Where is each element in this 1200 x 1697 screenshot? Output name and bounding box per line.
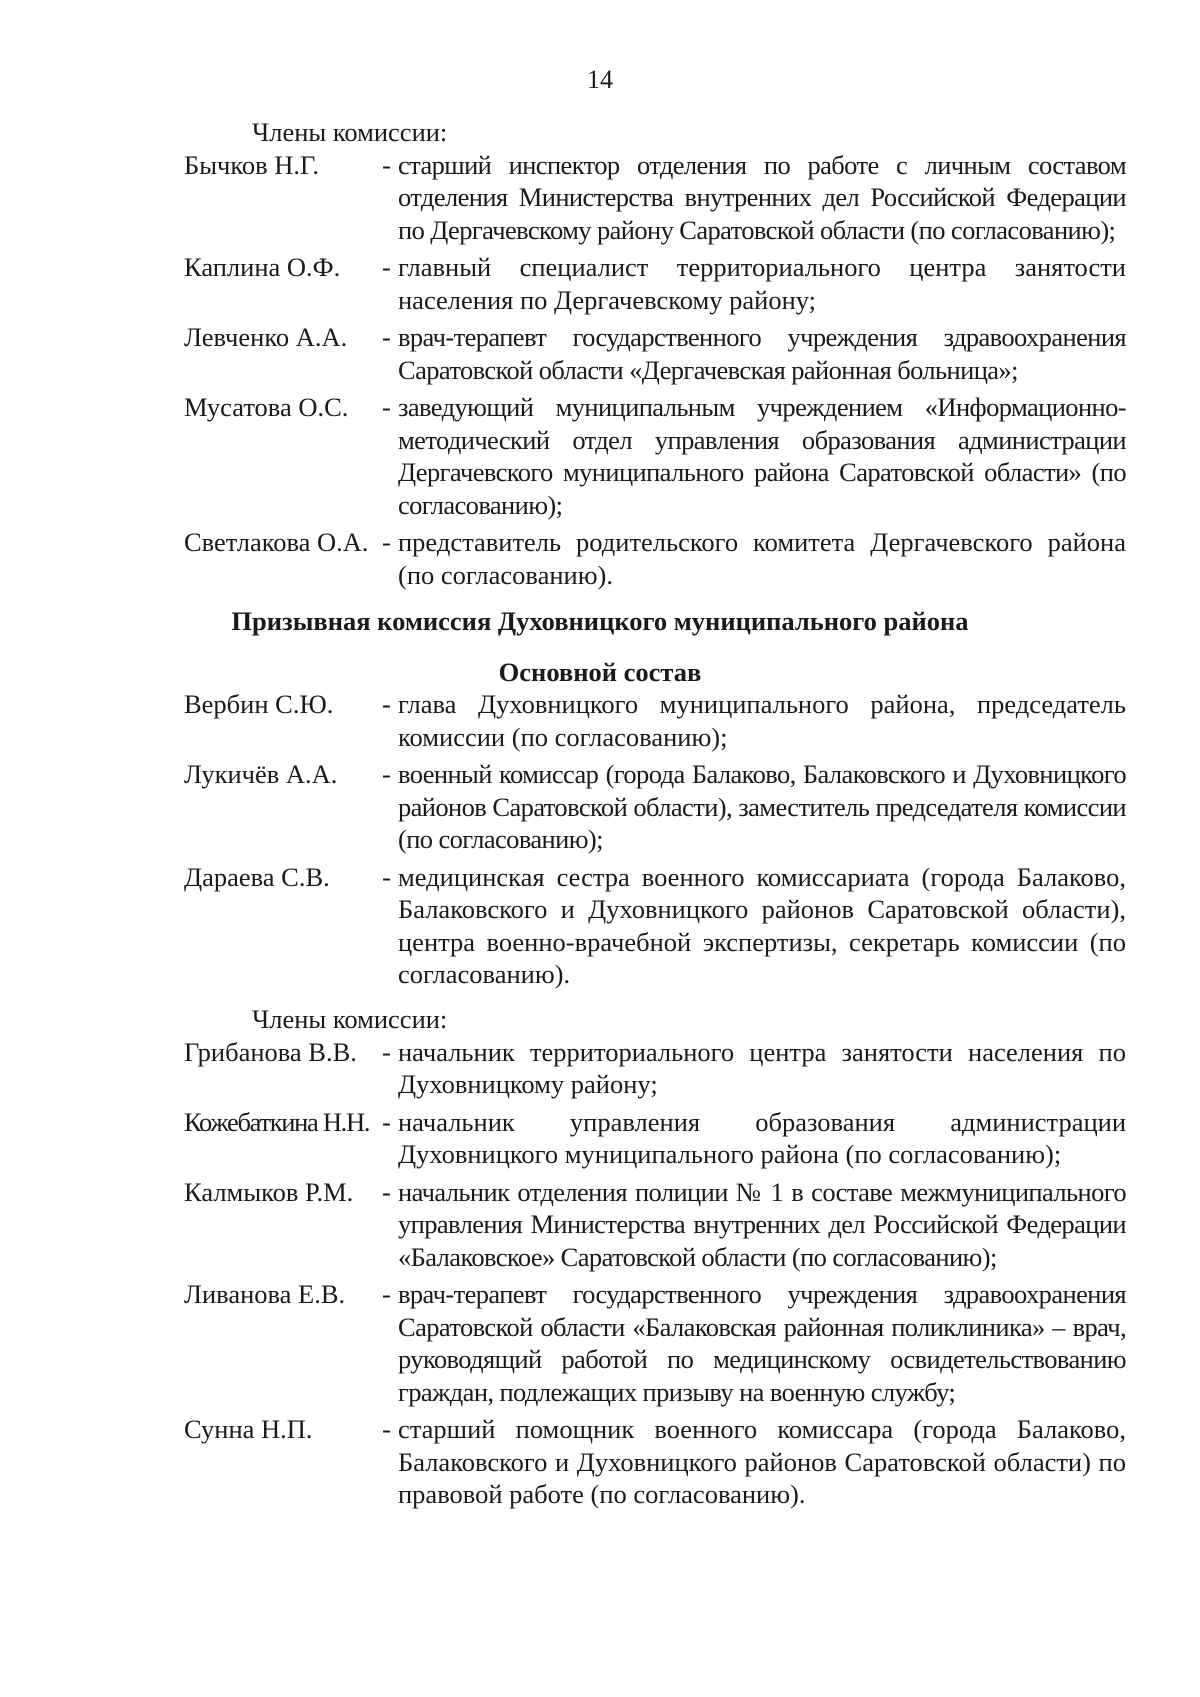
page-number: 14 <box>587 65 613 94</box>
member-entry <box>184 526 1124 591</box>
member-entry <box>184 1036 1124 1101</box>
section1-members <box>184 116 1124 591</box>
member-entry <box>184 321 1124 386</box>
member-entry <box>184 391 1124 521</box>
member-role: заведующий муниципальным учреждением «Информационно-методический отдел управления образования администрации Дергачевского муниципального района Саратовской области» (по согласованию); <box>398 392 1126 520</box>
member-entry <box>184 149 1124 247</box>
staff-name: Вербин С.Ю. <box>184 689 334 719</box>
staff-entry <box>184 688 1124 753</box>
member-name: Бычков Н.Г. <box>184 149 319 180</box>
members-label: Члены комиссии: <box>252 1004 448 1034</box>
member-dash: - <box>382 1036 391 1067</box>
member-entry <box>184 1106 1124 1171</box>
section2-members <box>184 1003 1124 1511</box>
member-role: старший инспектор отделения по работе с личным составом отделения Министерства внутренних дел Российской Федерации по Дергачевскому району Саратовской области (по согласованию); <box>398 149 1126 245</box>
member-name: Ливанова Е.В. <box>184 1279 346 1309</box>
member-name: Светлакова О.А. <box>184 527 369 557</box>
member-role: врач-терапевт государственного учреждения здравоохранения Саратовской области «Балаковская районная поликлиника» – врач, руководящий работой по медицинскому освидетельствованию граждан, подлежащих призыву на военную службу; <box>398 1279 1126 1407</box>
member-dash: - <box>382 149 391 180</box>
member-role: начальник управления образования администрации Духовницкого муниципального района (по согласованию); <box>398 1106 1126 1169</box>
staff-entry <box>184 758 1124 856</box>
member-role: начальник территориального центра занятости населения по Духовницкому району; <box>398 1036 1126 1099</box>
staff-dash: - <box>382 861 391 892</box>
member-name: Мусатова О.С. <box>184 392 349 422</box>
member-dash: - <box>382 1106 391 1137</box>
staff-role: глава Духовницкого муниципального района, председатель комиссии (по согласованию); <box>398 689 1126 752</box>
members-label: Члены комиссии: <box>252 117 448 147</box>
staff-dash: - <box>382 689 391 719</box>
member-dash: - <box>382 322 391 352</box>
member-entry <box>184 1176 1124 1274</box>
staff-role: медицинская сестра военного комиссариата (города Балаково, Балаковского и Духовницкого районов Саратовской области), центра военно-врачебной экспертизы, секретарь комиссии (по согласованию). <box>398 861 1126 989</box>
staff-dash: - <box>382 759 391 789</box>
member-dash: - <box>382 1414 391 1444</box>
commission-heading: Призывная комиссия Духовницкого муниципального района <box>231 606 969 636</box>
member-name: Калмыков Р.М. <box>184 1176 354 1207</box>
member-name: Каплина О.Ф. <box>184 252 341 282</box>
member-dash: - <box>382 1176 391 1207</box>
member-name: Сунна Н.П. <box>184 1414 313 1444</box>
member-entry <box>184 1278 1124 1408</box>
member-dash: - <box>382 1279 391 1309</box>
staff-name: Лукичёв А.А. <box>184 759 338 789</box>
staff-name: Дараева С.В. <box>184 861 330 892</box>
member-role: представитель родительского комитета Дергачевского района (по согласованию). <box>398 527 1126 590</box>
member-dash: - <box>382 392 391 422</box>
member-name: Грибанова В.В. <box>184 1036 357 1067</box>
main-staff-heading: Основной состав <box>498 657 702 687</box>
member-dash: - <box>382 252 391 282</box>
member-role: врач-терапевт государственного учреждения здравоохранения Саратовской области «Дергачевская районная больница»; <box>398 322 1126 385</box>
member-role: начальник отделения полиции № 1 в составе межмуниципального управления Министерства внутренних дел Российской Федерации «Балаковское» Саратовской области (по согласованию); <box>398 1176 1126 1272</box>
member-role: главный специалист территориального центра занятости населения по Дергачевскому району; <box>398 252 1126 315</box>
member-entry <box>184 251 1124 316</box>
member-name: Кожебаткина Н.Н. <box>184 1106 370 1137</box>
member-entry <box>184 1413 1124 1511</box>
member-dash: - <box>382 527 391 557</box>
member-name: Левченко А.А. <box>184 322 348 352</box>
member-role: старший помощник военного комиссара (города Балаково, Балаковского и Духовницкого районов Саратовской области) по правовой работе (по согласованию). <box>398 1414 1126 1509</box>
staff-entry <box>184 861 1124 991</box>
main-staff-list <box>184 688 1124 991</box>
staff-role: военный комиссар (города Балаково, Балаковского и Духовницкого районов Саратовской области), заместитель председателя комиссии (по согласованию); <box>398 759 1126 854</box>
